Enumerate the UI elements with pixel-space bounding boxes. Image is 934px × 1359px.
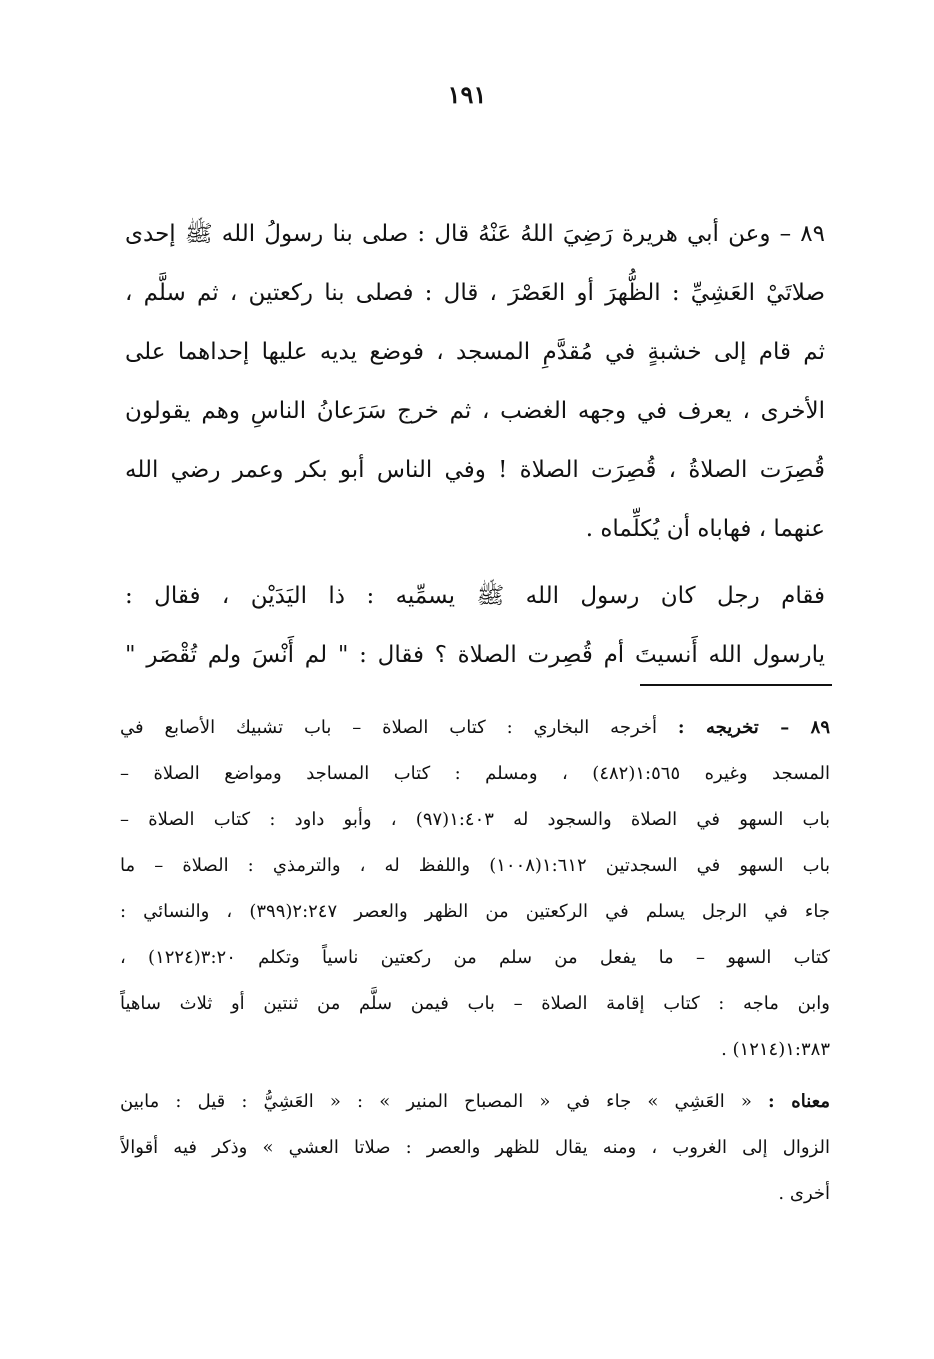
hadith-line-4: الأخرى ، يعرف في وجهه الغضب ، ثم خرج سَرَعانُ الناسِ وهم يقولون <box>125 398 825 424</box>
hadith-text <box>125 205 825 685</box>
meaning-line-1 <box>120 1079 830 1125</box>
meaning-line-1-text: « العَشِي » جاء في « المصباح المنير » : « العَشِيُّ : قيل : مابين <box>120 1091 752 1112</box>
paragraph-gap <box>125 559 825 567</box>
hadith-line-6: عنهما ، فهاباه أن يُكلِّماه . <box>585 516 825 542</box>
hadith-line-1: ٨٩ – وعن أبي هريرة رَضِيَ اللهُ عَنْهُ قال : صلى بنا رسولُ الله ﷺ إحدى <box>125 221 825 247</box>
hadith-line-8: يارسول الله أَنسيتَ أم قُصِرت الصلاة ؟ فقال : " لم أَنْسَ ولم تُقْصَر " <box>125 642 825 668</box>
takhrij-line-4: باب السهو في السجدتين ١:٦١٢(١٠٠٨) واللفظ له ، والترمذي : الصلاة – ما <box>120 855 830 876</box>
takhrij-line-1 <box>120 705 830 751</box>
takhrij-line-1-text: أخرجه البخاري : كتاب الصلاة – باب تشبيك الأصابع في <box>120 717 658 738</box>
takhrij-label: ٨٩ – تخريجه : <box>677 717 830 738</box>
footnote-divider <box>640 684 832 686</box>
hadith-line-2: صلاتَيْ العَشِيِّ : الظُّهرَ أو العَصْرَ ، قال : فصلى بنا ركعتين ، ثم سلَّم ، <box>125 280 825 306</box>
hadith-line-7: فقام رجل كان رسول الله ﷺ يسمِّيه : ذا اليَدَيْن ، فقال : <box>125 583 825 609</box>
takhrij-line-8: ١:٣٨٣(١٢١٤) . <box>721 1039 830 1060</box>
hadith-line-3: ثم قام إلى خشبةٍ في مُقدَّمِ المسجد ، فوضع يديه عليها إحداهما على <box>125 339 825 365</box>
meaning-label: معناه : <box>768 1091 830 1112</box>
takhrij-line-2: المسجد وغيره ١:٥٦٥(٤٨٢) ، ومسلم : كتاب المساجد ومواضع الصلاة – <box>120 763 830 784</box>
hadith-line-5: قُصِرَت الصلاةُ ، قُصِرَت الصلاة ! وفي الناس أبو بكر وعمر رضي الله <box>125 457 825 483</box>
meaning-line-3: أخرى . <box>778 1183 830 1204</box>
takhrij-line-6: كتاب السهو – ما يفعل من سلم من ركعتين ناسياً وتكلم ٣:٢٠(١٢٢٤) ، <box>120 947 830 968</box>
page-number: ١٩١ <box>447 80 487 109</box>
footnotes <box>120 705 830 1217</box>
takhrij-line-7: وابن ماجه : كتاب إقامة الصلاة – باب فيمن سلَّم من ثنتين أو ثلاث ساهياً <box>120 993 830 1014</box>
takhrij-line-5: جاء في الرجل يسلم في الركعتين من الظهر والعصر ٢:٢٤٧(٣٩٩) ، والنسائي : <box>120 901 830 922</box>
meaning-line-2: الزوال إلى الغروب ، ومنه يقال للظهر والعصر : صلاتا العشي » وذكر فيه أقوالاً <box>120 1137 830 1158</box>
takhrij-line-3: باب السهو في الصلاة والسجود له ١:٤٠٣(٩٧) ، وأبو داود : كتاب الصلاة – <box>120 809 830 830</box>
